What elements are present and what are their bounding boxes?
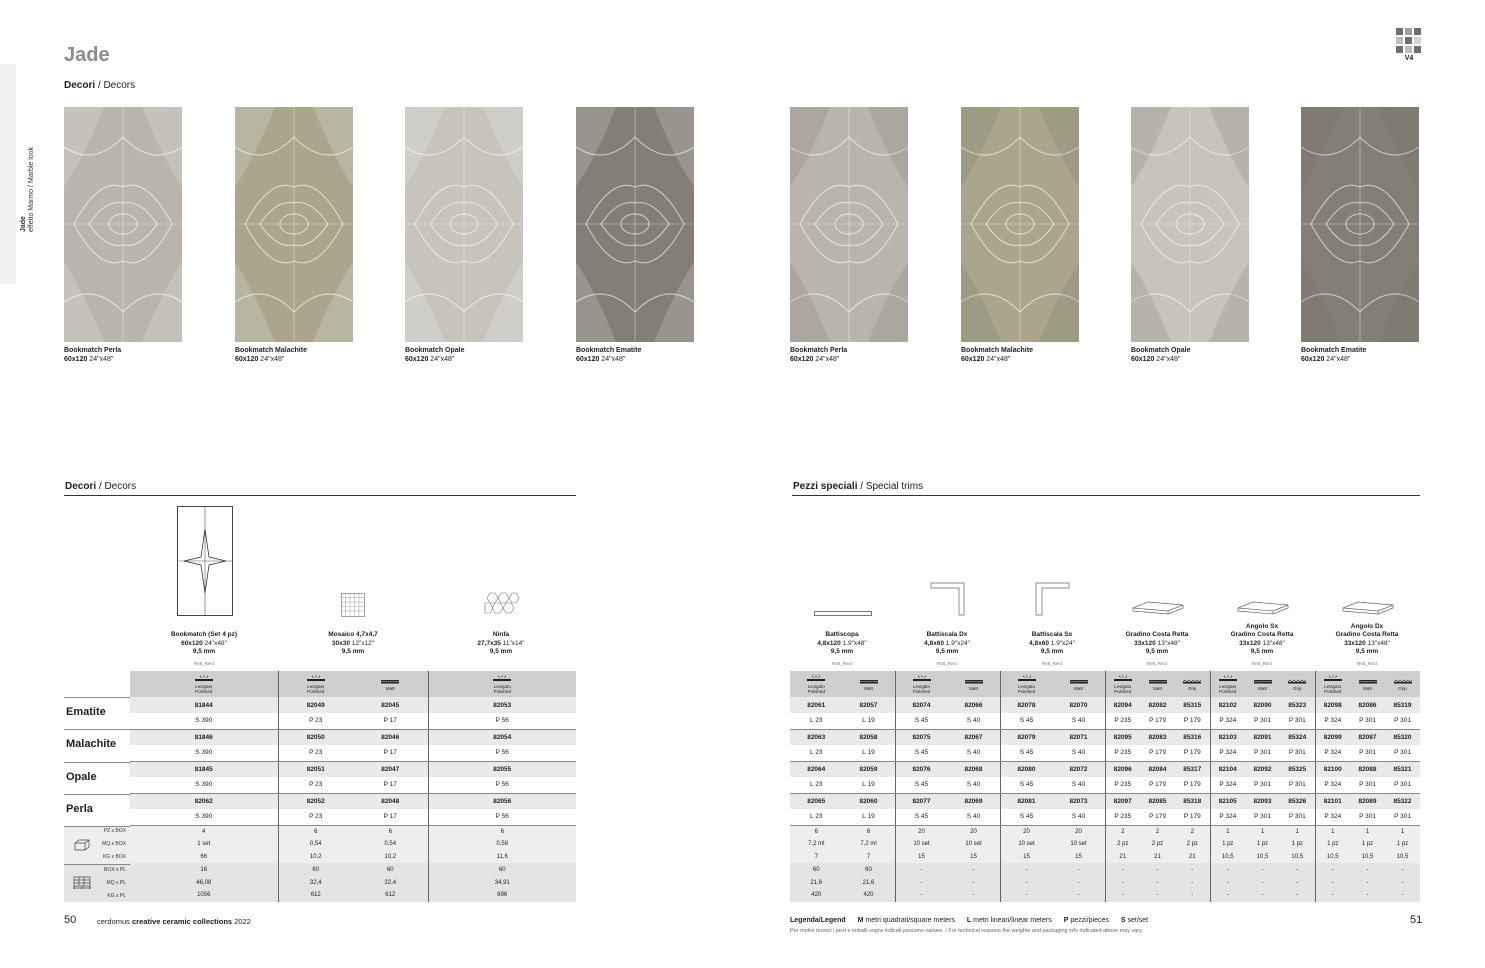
tile-caption: Bookmatch Perla 60x120 24"x48": [790, 347, 848, 363]
table-row: 420 420 - - - - - - - - - - - - -: [790, 889, 1420, 902]
matt-finish-icon: [1069, 677, 1089, 685]
product-header: Gradino Costa Retta 33x120 13"x48" 9,5 mm Rett_Rect: [1125, 631, 1189, 666]
polished-finish-icon: [806, 675, 826, 683]
matt-finish-icon: [859, 677, 879, 685]
page-number-left: 50: [64, 914, 77, 926]
pallet-icon: [73, 876, 91, 895]
grip-finish-icon: [1182, 677, 1202, 685]
table-row: 46,08 32,4 32,4 34,91: [130, 876, 576, 889]
matt-finish-icon: [380, 677, 400, 685]
step-corner-right-icon: [1342, 600, 1394, 616]
tile-caption: Bookmatch Ematite 60x120 24"x48": [1301, 347, 1367, 363]
tile-caption: Bookmatch Malachite 60x120 24"x48": [961, 347, 1033, 363]
step-tread-icon: [1132, 600, 1184, 616]
table-row: 60 60 - - - - - - - - - - - - -: [790, 863, 1420, 876]
tile-image-right-0: [790, 107, 908, 342]
table-row: 81844 82049 82045 82053: [130, 697, 576, 713]
polished-finish-icon: [912, 675, 932, 683]
row-label: BOX x PL: [104, 867, 126, 873]
tile-caption: Bookmatch Malachite 60x120 24"x48": [235, 347, 307, 363]
logo-label: V4: [1404, 55, 1414, 62]
table-row: 7 7 15 15 15 15 21 21 21 10,5 10,5 10,5 10,5 10,5 10,5: [790, 851, 1420, 864]
trims-table: Levigato Polished Matt Levigato Polished Matt Levigato Polished Matt Levigato Polished Matt Grip Levigato Polished Matt Grip Levigato Polished Matt Grip 82061 82057 82074 82066 82078 82070 82094 82082 85315 82102 82090 85323 82098 82086 85319 L 23 L 19 S 45 S 40 S 45 S 40 P 235 P 179 P 179 P 324 P 301 P 301 P 324 P 301 P 301 82063 82058 82075 82067 82079 82071 82095 82083 85316 82103 82091 85324 82099 82087 85320 L 23 L 19 S 45 S 40 S 45 S 40 P 235 P 179 P 179 P 324 P 301 P 301 P 324 P 301 P 301 82064 82059 82076 82068 82080 82072 82096 82084 85317 82104 82092 85325 82100 82088 85321 L 23 L 19 S 45 S 40 S 45 S 40 P 235 P 179 P 179 P 324 P 301 P 301 P 324 P 301 P 301 82065 82060 82077 82069 82081 82073 82097 82085 85318 82105 82093 85326 82101 82089 85322 L 23 L 19 S 45 S 40 S 45 S 40 P 235 P 179 P 179 P 324 P 301 P 301 P 324 P 301 P 301 6 6 20 20 20 20 2 2 2 1 1 1 1 1 1 7,2 ml 7,2 ml 10 set 10 set 10 set 10 set 2 pz 2 pz 2 pz 1 pz 1 pz 1 pz 1 pz 1 pz 1 pz 7 7 15 15 15 15 21 21 21 10,5 10,5 10,5 10,5 10,5 10,5 60 60 - - - - - - - - - - - - - 21,6 21,6 - - - - - - - - - - - - - 420 420 - - - - - - - - - - - - -: [790, 671, 1420, 902]
color-name-ematite: Ematite: [66, 706, 106, 718]
bookmatch-set-drawing-icon: [177, 506, 233, 616]
collection-logo: [1396, 28, 1422, 62]
row-label: KG x BOX: [102, 853, 126, 860]
table-row: S 390 P 23 P 17 P 56: [130, 777, 576, 793]
row-label: PZ x BOX: [103, 828, 126, 834]
polished-finish-icon: [1017, 675, 1037, 683]
step-corner-left-icon: [1237, 600, 1289, 616]
table-row: S 390 P 23 P 17 P 56: [130, 745, 576, 761]
product-header: Battiscala Dx 4,8x60 1.9"x24" 9,5 mm Rett_Rect: [924, 631, 970, 666]
tile-image-left-2: [405, 107, 523, 342]
product-header: Angolo Sx Gradino Costa Retta 33x120 13"x48" 9,5 mm Rett_Rect: [1230, 622, 1294, 666]
hexagon-tile-icon: [484, 592, 520, 618]
legend-note: Per motivi tecnici i pesi e imballi sopra indicati possono variare. / For technical reasons the weights and packaging info indicated above may vary.: [790, 928, 1143, 934]
matt-finish-icon: [1358, 677, 1378, 685]
table-row: 82065 82060 82077 82069 82081 82073 82097 82085 85318 82105 82093 85326 82101 82089 85322: [790, 793, 1420, 809]
mosaic-grid-icon: [341, 593, 365, 617]
polished-finish-icon: [492, 675, 512, 683]
matt-finish-icon: [1253, 677, 1273, 685]
row-label: MQ x BOX: [102, 840, 126, 847]
sidebar-tab: [0, 64, 16, 284]
polished-finish-icon: [1218, 675, 1238, 683]
table-row: 4 6 6 6: [130, 825, 576, 838]
table-row: L 23 L 19 S 45 S 40 S 45 S 40 P 235 P 179 P 179 P 324 P 301 P 301 P 324 P 301 P 301: [790, 809, 1420, 825]
polished-finish-icon: [306, 675, 326, 683]
product-header: Mosaico 4,7x4,7 30x30 12"x12" 9,5 mm: [328, 631, 378, 655]
stair-riser-left-icon: [1035, 582, 1071, 616]
matt-finish-icon: [1148, 677, 1168, 685]
table-row: 1056 612 612 696: [130, 889, 576, 902]
table-row: 6 6 20 20 20 20 2 2 2 1 1 1 1 1 1: [790, 825, 1420, 838]
table-row: L 23 L 19 S 45 S 40 S 45 S 40 P 235 P 179 P 179 P 324 P 301 P 301 P 324 P 301 P 301: [790, 713, 1420, 729]
table-row: S 390 P 23 P 17 P 56: [130, 713, 576, 729]
table-row: 81846 82050 82046 82054: [130, 729, 576, 745]
tile-image-left-0: [64, 107, 182, 342]
polished-finish-icon: [1323, 675, 1343, 683]
product-header: Angolo Dx Gradino Costa Retta 33x120 13"x48" 9,5 mm Rett_Rect: [1335, 622, 1399, 666]
polished-finish-icon: [194, 675, 214, 683]
legend: Legenda/Legend M metri quadrati/square meters L metri lineari/linear meters P pezzi/pieces S set/set: [790, 917, 1149, 924]
decor-table: Levigato Polished Levigato Polished Matt Levigato Polished 81844 82049 82045 82053 S 390 P 23 P 17 P 56 81846 82050 82046 82054 S 390 P 23 P 17 P 56 81845 82051 82047 82055 S 390 P 23 P 17 P 56 82062 82052 82048 82056 S 390 P 23 P 17 P 56 4 6 6 6 1 set 0,54 0,54 0,58 66 10,2 10,2 11,6 16 60 60 60 46,08 32,4 32,4 34,91 1056 612 612 696: [130, 671, 576, 902]
grip-finish-icon: [1393, 677, 1413, 685]
tile-caption: Bookmatch Opale 60x120 24"x48": [405, 347, 465, 363]
color-name-opale: Opale: [66, 770, 97, 783]
table-row: 81845 82051 82047 82055: [130, 761, 576, 777]
tile-image-right-2: [1131, 107, 1249, 342]
section-decors-table: Decori / Decors: [64, 481, 576, 496]
product-header: Battiscopa 4,8x120 1.9"x48" 9,5 mm Rett_Rect: [817, 631, 867, 666]
table-row: 82062 82052 82048 82056: [130, 793, 576, 809]
product-header: Bookmatch (Set 4 pz) 60x120 24"x48" 9,5 mm Rett_Rect: [170, 631, 238, 666]
footer-brand: cerdomus creative ceramic collections 2022: [97, 917, 251, 926]
color-name-malachite: Malachite: [66, 738, 117, 751]
page-title: Jade: [64, 44, 110, 66]
tile-caption: Bookmatch Ematite 60x120 24"x48": [576, 347, 642, 363]
page-number-right: 51: [1410, 914, 1423, 926]
sidebar-label: Jade effetto Marmo / Marble look: [20, 146, 35, 232]
tile-image-left-3: [576, 107, 694, 342]
polished-finish-icon: [1113, 675, 1133, 683]
product-header: Battiscala Sx 4,8x60 1.9"x24" 9,5 mm Rett_Rect: [1029, 631, 1075, 666]
color-name-perla: Perla: [66, 802, 93, 815]
skirting-drawing-icon: [814, 611, 872, 616]
section-special-trims: Pezzi speciali / Special trims: [792, 481, 1420, 496]
matt-finish-icon: [964, 677, 984, 685]
table-row: L 23 L 19 S 45 S 40 S 45 S 40 P 235 P 179 P 179 P 324 P 301 P 301 P 324 P 301 P 301: [790, 745, 1420, 761]
table-row: 1 set 0,54 0,54 0,58: [130, 838, 576, 851]
box-icon: [74, 838, 90, 856]
section-decors-top: Decori / Decors: [64, 80, 136, 91]
table-row: 66 10,2 10,2 11,6: [130, 851, 576, 864]
product-header: Ninfa 27,7x35 11"x14" 9,5 mm: [477, 631, 525, 655]
tile-caption: Bookmatch Perla 60x120 24"x48": [64, 347, 122, 363]
row-label: KG x PL: [107, 892, 126, 899]
grip-finish-icon: [1287, 677, 1307, 685]
tile-image-right-1: [961, 107, 1079, 342]
table-row: S 390 P 23 P 17 P 56: [130, 809, 576, 825]
stair-riser-right-icon: [930, 582, 966, 616]
table-row: 82063 82058 82075 82067 82079 82071 82095 82083 85316 82103 82091 85324 82099 82087 85320: [790, 729, 1420, 745]
table-row: 16 60 60 60: [130, 863, 576, 876]
tile-caption: Bookmatch Opale 60x120 24"x48": [1131, 347, 1191, 363]
row-label: MQ x PL: [106, 879, 126, 886]
table-row: L 23 L 19 S 45 S 40 S 45 S 40 P 235 P 179 P 179 P 324 P 301 P 301 P 324 P 301 P 301: [790, 777, 1420, 793]
tile-image-left-1: [235, 107, 353, 342]
table-row: 21,6 21,6 - - - - - - - - - - - - -: [790, 876, 1420, 889]
tile-image-right-3: [1301, 107, 1419, 342]
logo-grid-icon: [1396, 28, 1422, 53]
table-row: 7,2 ml 7,2 ml 10 set 10 set 10 set 10 set 2 pz 2 pz 2 pz 1 pz 1 pz 1 pz 1 pz 1 pz 1 pz: [790, 838, 1420, 851]
table-row: 82064 82059 82076 82068 82080 82072 82096 82084 85317 82104 82092 85325 82100 82088 85321: [790, 761, 1420, 777]
table-row: 82061 82057 82074 82066 82078 82070 82094 82082 85315 82102 82090 85323 82098 82086 85319: [790, 697, 1420, 713]
